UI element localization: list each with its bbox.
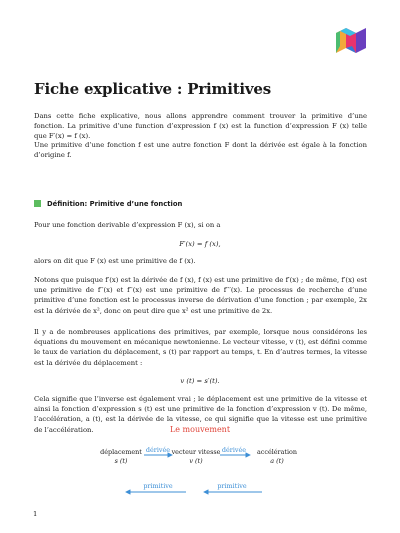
definition-heading [34, 200, 182, 208]
node-displacement-name: déplacement [100, 448, 142, 456]
node-velocity-name: vecteur vitesse [171, 448, 221, 456]
page-number: 1 [33, 510, 38, 518]
definition-heading-text: Définition: Primitive d’une fonction [47, 200, 183, 208]
nagwa-logo-icon [336, 26, 366, 54]
definition-equation: F′(x) = f (x), [179, 240, 221, 248]
node-acceleration-name: accélération [256, 448, 298, 456]
conclusion-paragraph: Cela signifie que l’inverse est également vrai ; le déplacement est une primitive de la vitesse et ainsi la fonction d’expression s (t) est une primitive de la fonction d’expression v (t). De même, l’accélération, a (t), est la dérivée de la vitesse, ce qui signifie que la vitesse est une primitive de l’accélération. [34, 395, 367, 434]
arrow-label-antiderivative-right: primitive [217, 482, 247, 490]
arrow-label-derivative-left: dérivée [145, 446, 171, 454]
definition-sentence: Une primitive d’une fonction f est une autre fonction F dont la dérivée est égale à la fonction d’origine f. [34, 141, 367, 160]
definition-line-1: Pour une fonction derivable d’expression F (x), si on a [34, 221, 221, 229]
diagram-title: Le mouvement [169, 425, 231, 434]
definition-line-2: alors on dit que F (x) est une primitive de f (x). [34, 257, 196, 265]
node-displacement-symbol: s (t) [114, 457, 128, 465]
notes-paragraph: Notons que puisque f′(x) est la dérivée de f (x), f (x) est une primitive de f′(x) ; de même, f′(x) est une primitive de f′′(x) et f′′(x) est une primitive de f′′′(x). Le processus de recherche d’une primitive d’une fonction est le processus inverse de dérivation d’une fonction ; par exemple, 2x est la dérivée de x², donc on peut dire que x² est une primitive de 2x. [34, 276, 367, 315]
arrow-label-antiderivative-left: primitive [143, 482, 173, 490]
page-title: Fiche explicative : Primitives [34, 80, 272, 98]
diagram-node-displacement [96, 448, 146, 466]
diagram-node-acceleration [250, 448, 304, 466]
intro-paragraph: Dans cette fiche explicative, nous allons apprendre comment trouver la primitive d’une fonction. La primitive d’une function d’expression f (x) est la function d’expression F (x) telle que F′(x) = f (x). [34, 112, 367, 141]
arrow-label-derivative-right: dérivée [221, 446, 247, 454]
velocity-equation: v (t) = s′(t). [180, 377, 220, 385]
node-acceleration-symbol: a (t) [270, 457, 284, 465]
applications-paragraph: Il y a de nombreuses applications des primitives, par exemple, lorsque nous considérons les équations du mouvement en mécanique newtonienne. Le vecteur vitesse, v (t), est défini comme le taux de variation du déplacement, s (t) par rapport au temps, t. En d’autres termes, la vitesse est la dérivée du déplacement : [34, 328, 367, 367]
node-velocity-symbol: v (t) [189, 457, 203, 465]
green-square-icon [34, 200, 41, 207]
